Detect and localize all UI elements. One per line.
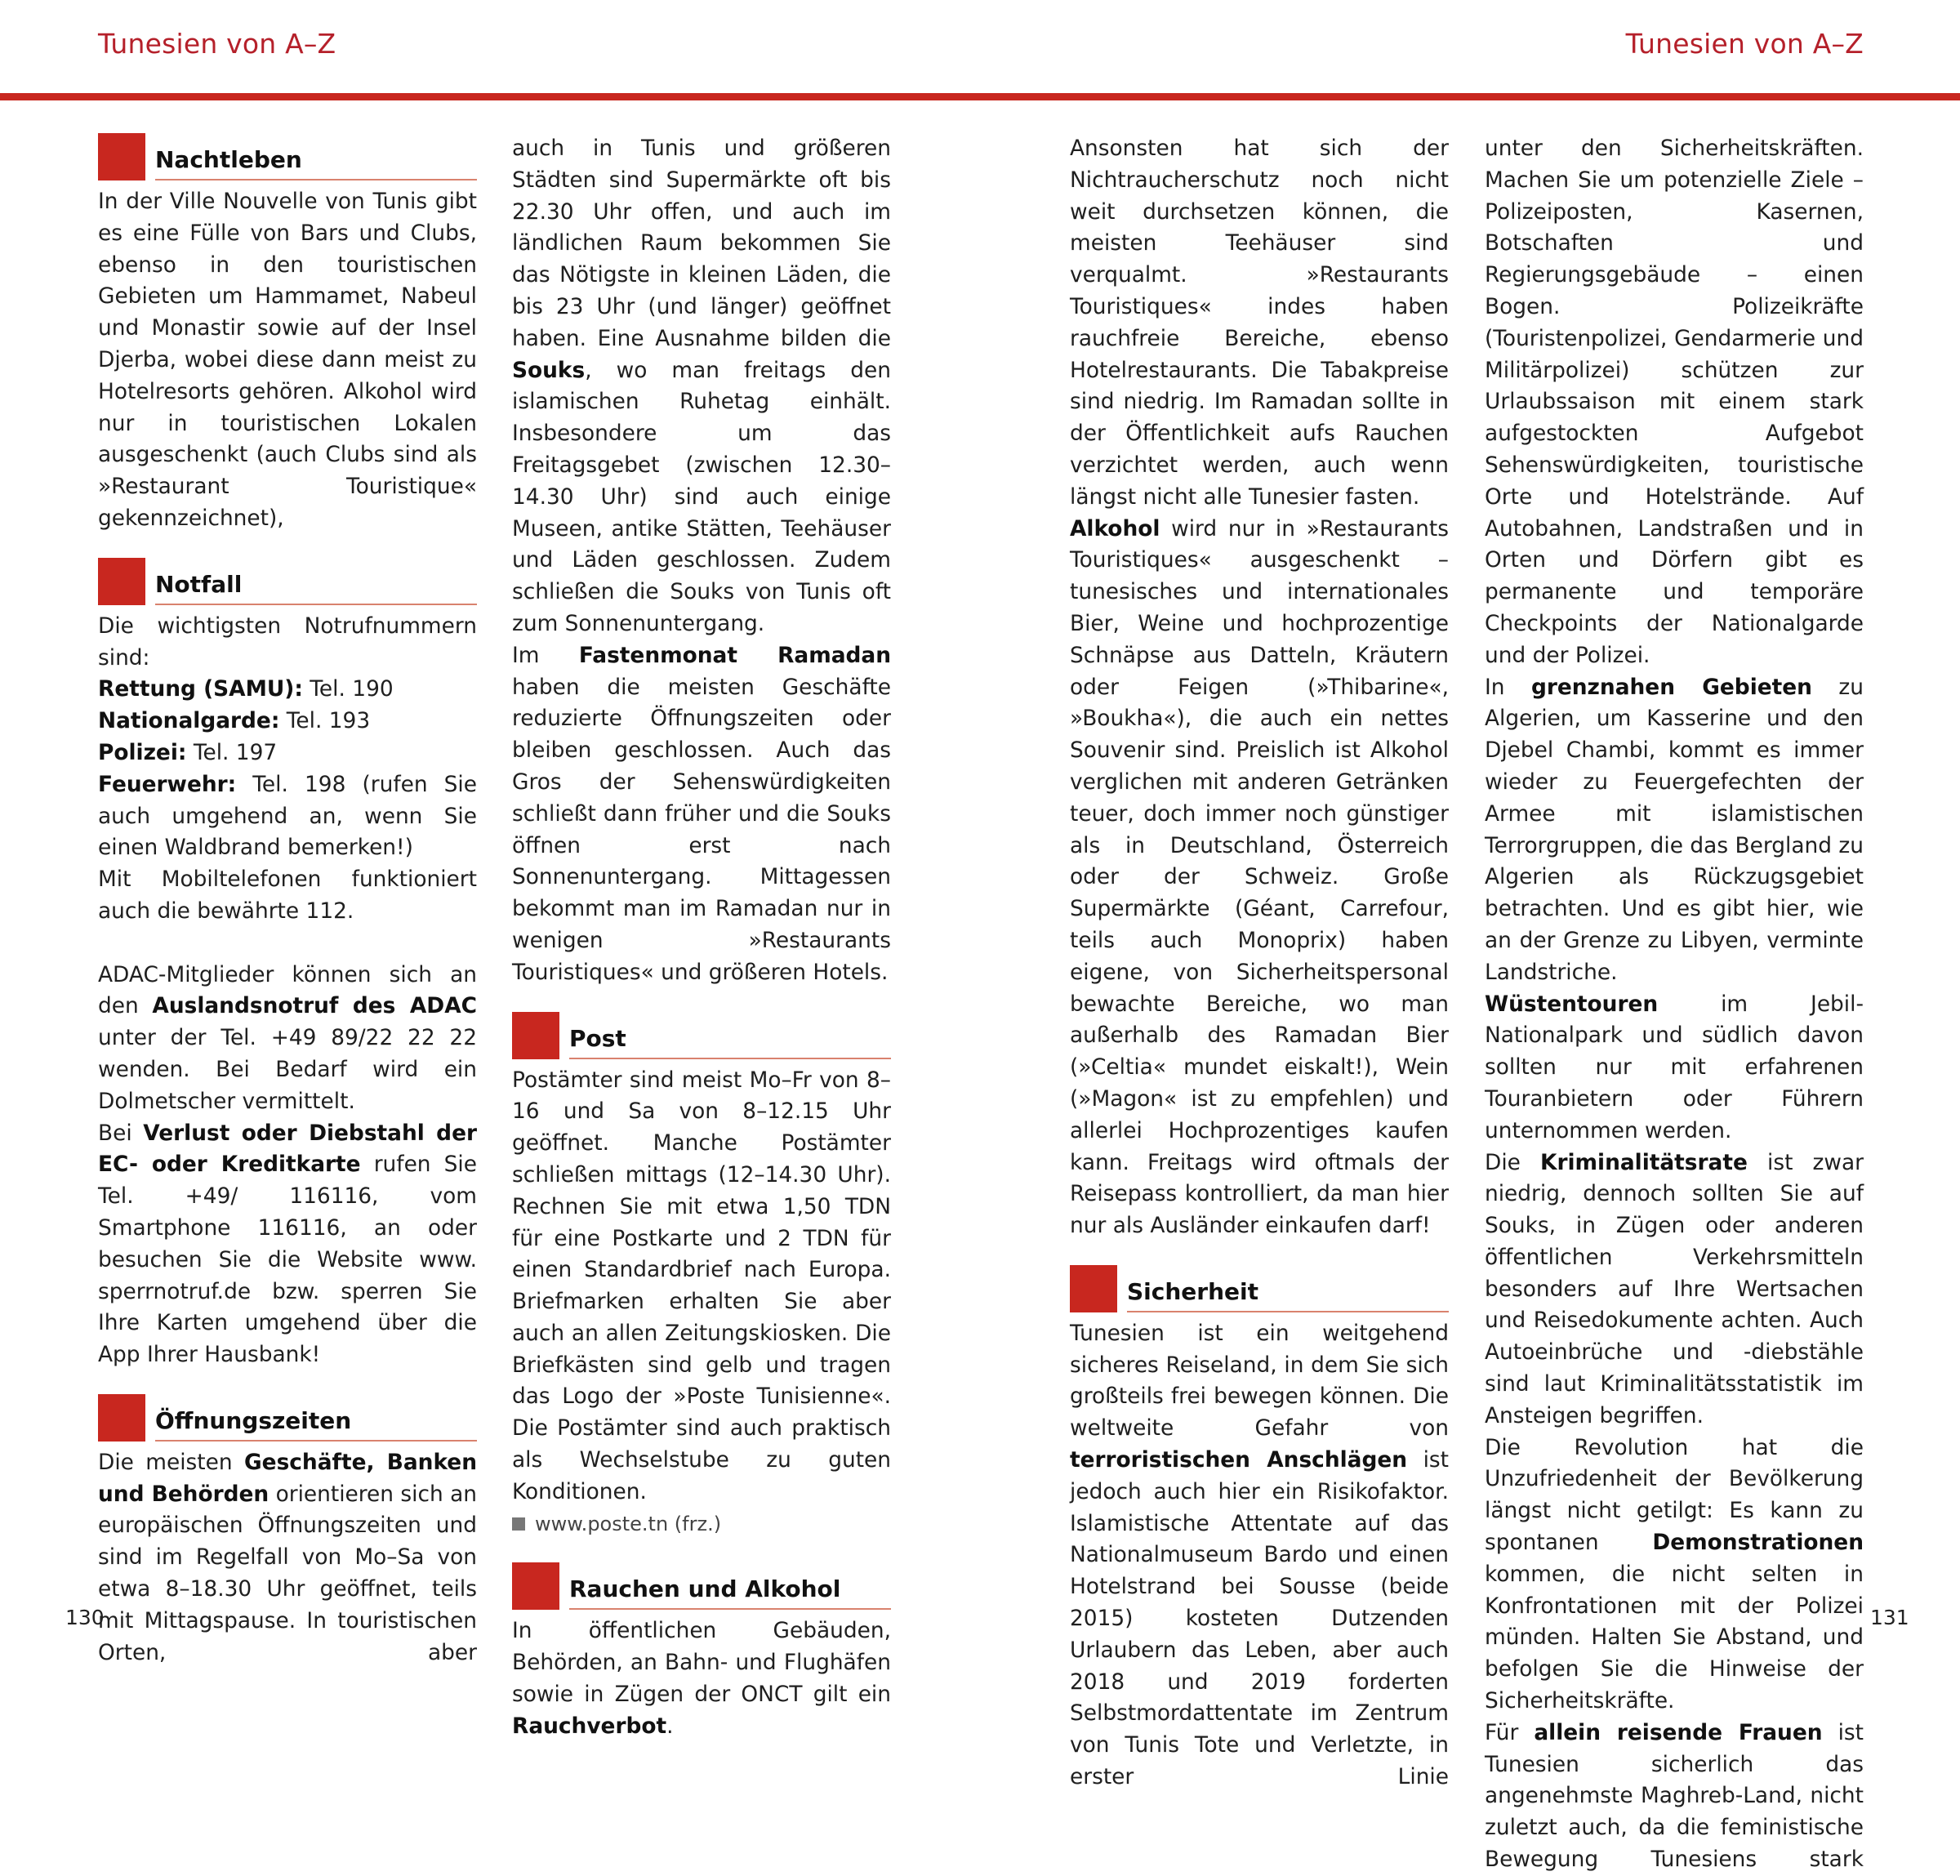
section-underline bbox=[1127, 1311, 1449, 1312]
emergency-value: Tel. 197 bbox=[186, 739, 278, 765]
column-2 bbox=[512, 133, 891, 1743]
section-underline bbox=[569, 1608, 891, 1610]
section-title: Sicherheit bbox=[1127, 1277, 1258, 1305]
paragraph: Für allein reisende Frauen ist Tunesien sicherlich das angenehmste Maghreb-Land, nicht zuletzt auch, da die feministische Bewegung Tunesiens stark bbox=[1485, 1719, 1864, 1873]
emergency-value: Tel. 193 bbox=[279, 708, 371, 734]
section-heading-notfall bbox=[98, 558, 477, 606]
section-underline bbox=[155, 1440, 477, 1442]
paragraph: Postämter sind meist Mo–Fr von 8–16 und Sa von 8–12.15 Uhr geöffnet. Manche Postämter schließen mittags (12–14.30 Uhr). Rechnen Sie mit etwa 1,50 TDN für eine Postkarte und 2 TDN für einen Standardbrief nach Europa. Briefmarken erhalten Sie aber auch an allen Zeitungskiosken. Die Briefkästen sind gelb und tragen das Logo der »Poste Tunisienne«. Die Postämter sind auch praktisch als Wechselstube zu guten Konditionen. bbox=[512, 1067, 891, 1504]
section-underline bbox=[155, 179, 477, 180]
section-marker-icon bbox=[98, 1394, 145, 1442]
paragraph: Die wichtigsten Notrufnummern sind: bbox=[98, 613, 477, 671]
section-heading-rauchen bbox=[512, 1562, 891, 1611]
emergency-value: Tel. 190 bbox=[302, 676, 394, 702]
column-4 bbox=[1485, 133, 1864, 1876]
paragraph: In öffentlichen Gebäuden, Behörden, an Bahn- und Flughäfen sowie in Zügen der ONCT gilt ein Rauchverbot. bbox=[512, 1618, 891, 1739]
emergency-number bbox=[98, 737, 477, 769]
running-head-right: Tunesien von A–Z bbox=[1625, 28, 1864, 60]
web-link bbox=[512, 1508, 891, 1540]
section-marker-icon bbox=[98, 133, 145, 180]
column-1 bbox=[98, 133, 477, 1669]
section-title: Rauchen und Alkohol bbox=[569, 1575, 841, 1603]
paragraph: Tunesien ist ein weitgehend sicheres Reiseland, in dem Sie sich großteils frei bewegen können. Die weltweite Gefahr von terroristischen Anschlägen ist jedoch auch hier ein Risikofaktor. Islamistische Attentate auf das Nationalmuseum Bardo und einen Hotelstrand bei Sousse (beide 2015) kosteten Dutzenden Urlaubern das Leben, aber auch 2018 und 2019 forderten Selbstmordattentate im Zentrum von Tunis Tote und Verletzte, in erster Linie bbox=[1070, 1320, 1449, 1790]
section-heading-nachtleben bbox=[98, 133, 477, 181]
section-underline bbox=[155, 604, 477, 605]
section-title: Öffnungszeiten bbox=[155, 1406, 352, 1434]
paragraph: Alkohol wird nur in »Restaurants Touristiques« ausgeschenkt – tunesisches und internationales Bier, Weine und hochprozentige Schnäpse aus Datteln, Kräutern oder Feigen (»Thibarine«, »Boukha«), die auch ein nettes Souvenir sind. Preislich ist Alkohol verglichen mit anderen Getränken teuer, doch immer noch günstiger als in Deutschland, Österreich oder der Schweiz. Große Supermärkte (Géant, Carrefour, teils auch Monoprix) haben eigene, von Sicherheitspersonal bewachte Bereiche, wo man außerhalb des Ramadan Bier (»Celtia« mundet eiskalt!), Wein (»Magon« ist zu empfehlen) und allerlei Hochprozentiges kaufen kann. Freitags wird oftmals der Reisepass kontrolliert, da man hier nur als Ausländer einkaufen darf! bbox=[1070, 515, 1449, 1239]
section-heading-oeffnungszeiten bbox=[98, 1394, 477, 1442]
paragraph: Wüstentouren im Jebil-Nationalpark und südlich davon sollten nur mit erfahrenen Touranbietern oder Führern unternommen werden. bbox=[1485, 991, 1864, 1143]
header-rule bbox=[0, 93, 1960, 100]
paragraph: In grenznahen Gebieten zu Algerien, um Kasserine und den Djebel Chambi, kommt es immer wieder zu Feuergefechten der Armee mit islamistischen Terrorgruppen, die das Bergland zu Algerien als Rückzugsgebiet betrachten. Und es gibt hier, wie an der Grenze zu Libyen, verminte Landstriche. bbox=[1485, 674, 1864, 985]
paragraph: Die meisten Geschäfte, Banken und Behörden orientieren sich an europäischen Öffnungszeiten und sind im Regelfall von Mo–Sa von etwa 8–18.30 Uhr geöffnet, teils mit Mittagspause. In touristischen Orten, aber bbox=[98, 1449, 478, 1665]
section-marker-icon bbox=[98, 558, 145, 605]
paragraph: auch in Tunis und größeren Städten sind Supermärkte oft bis 22.30 Uhr offen, und auch im ländlichen Raum bekommen Sie das Nötigste in kleinen Läden, die bis 23 Uhr (und länger) geöffnet haben. Eine Ausnahme bilden die Souks, wo man freitags den islamischen Ruhetag einhält. Insbesondere um das Freitagsgebet (zwischen 12.30–14.30 Uhr) sind auch einige Museen, antike Stätten, Teehäuser und Läden geschlossen. Zudem schließen die Souks von Tunis oft zum Sonnenuntergang. bbox=[512, 136, 891, 636]
paragraph: Die Kriminalitätsrate ist zwar niedrig, dennoch sollten Sie auf Souks, in Zügen oder anderen öffentlichen Verkehrsmitteln besonders auf Ihre Wertsachen und Reisedokumente achten. Auch Autoeinbrüche und -diebstähle sind laut Kriminalitätsstatistik im Ansteigen begriffen. bbox=[1485, 1149, 1864, 1428]
emergency-value: Tel. 198 (rufen Sie auch umgehend an, wenn Sie einen Waldbrand bemerken!) bbox=[98, 771, 477, 861]
paragraph: Ansonsten hat sich der Nichtraucherschutz noch nicht weit durchsetzen können, die meisten Teehäuser sind verqualmt. »Restaurants Touristiques« indes haben rauchfreie Bereiche, ebenso Hotelrestaurants. Die Tabakpreise sind niedrig. Im Ramadan sollte in der Öffentlichkeit aufs Rauchen verzichtet werden, auch wenn längst nicht alle Tunesier fasten. bbox=[1070, 136, 1449, 510]
paragraph: unter den Sicherheitskräften. Machen Sie um potenzielle Ziele – Polizeiposten, Kasernen, Botschaften und Regierungsgebäude – einen Bogen. Polizeikräfte (Touristenpolizei, Gendarmerie und Militärpolizei) schützen zur Urlaubssaison mit einem stark aufgestockten Aufgebot Sehenswürdigkeiten, touristische Orte und Hotelstrände. Auf Autobahnen, Landstraßen und in Orten und Dörfern gibt es permanente und temporäre Checkpoints der Nationalgarde und der Polizei. bbox=[1485, 136, 1864, 668]
section-title: Post bbox=[569, 1024, 626, 1052]
emergency-number bbox=[98, 674, 477, 706]
section-title: Nachtleben bbox=[155, 146, 302, 173]
emergency-label: Rettung (SAMU): bbox=[98, 676, 303, 702]
section-heading-sicherheit bbox=[1070, 1265, 1449, 1313]
paragraph: Bei Verlust oder Diebstahl der EC- oder Kreditkarte rufen Sie Tel. +49/ 116116, vom Smartphone 116116, an oder besuchen Sie die Website www. sperrnotruf.de bzw. sperren Sie Ihre Karten umgehend über die App Ihrer Hausbank! bbox=[98, 1120, 477, 1368]
paragraph: Im Fastenmonat Ramadan haben die meisten Geschäfte reduzierte Öffnungszeiten oder bleiben geschlossen. Auch das Gros der Sehenswürdigkeiten schließt dann früher und die Souks öffnen erst nach Sonnenuntergang. Mittagessen bekommt man im Ramadan nur in wenigen »Restaurants Touristiques« und größeren Hotels. bbox=[512, 642, 891, 985]
section-underline bbox=[569, 1058, 891, 1059]
running-head-left: Tunesien von A–Z bbox=[98, 28, 336, 60]
emergency-label: Nationalgarde: bbox=[98, 708, 280, 734]
section-marker-icon bbox=[512, 1012, 559, 1059]
emergency-label: Polizei: bbox=[98, 739, 187, 765]
paragraph: Mit Mobiltelefonen funktioniert auch die bewährte 112. bbox=[98, 867, 477, 924]
page-number-left: 130 bbox=[65, 1606, 105, 1629]
square-bullet-icon bbox=[512, 1517, 525, 1531]
page-number-right: 131 bbox=[1870, 1606, 1909, 1629]
section-marker-icon bbox=[1070, 1265, 1117, 1312]
column-3 bbox=[1070, 133, 1449, 1794]
section-title: Notfall bbox=[155, 570, 243, 598]
paragraph: Die Revolution hat die Unzufriedenheit der Bevölkerung längst nicht getilgt: Es kann zu spontanen Demonstrationen kommen, die nicht selten in Konfrontationen mit der Polizei münden. Halten Sie Abstand, und befolgen Sie die Hinweise der Sicherheitskräfte. bbox=[1485, 1434, 1864, 1714]
emergency-label: Feuerwehr: bbox=[98, 771, 237, 797]
paragraph: ADAC-Mitglieder können sich an den Auslandsnotruf des ADAC unter der Tel. +49 89/22 22 22 wenden. Bei Bedarf wird ein Dolmetscher vermittelt. bbox=[98, 961, 477, 1114]
emergency-number bbox=[98, 706, 477, 737]
web-link-text[interactable]: www.poste.tn (frz.) bbox=[535, 1512, 722, 1535]
section-heading-post bbox=[512, 1012, 891, 1060]
emergency-number bbox=[98, 769, 477, 864]
section-marker-icon bbox=[512, 1562, 559, 1610]
paragraph: In der Ville Nouvelle von Tunis gibt es eine Fülle von Bars und Clubs, ebenso in den touristischen Gebieten um Hammamet, Nabeul und Monastir sowie auf der Insel Djerba, wobei diese dann meist zu Hotelresorts gehören. Alkohol wird nur in touristischen Lokalen ausgeschenkt (auch Clubs sind als »Restaurant Touristique« gekennzeichnet), bbox=[98, 189, 477, 531]
